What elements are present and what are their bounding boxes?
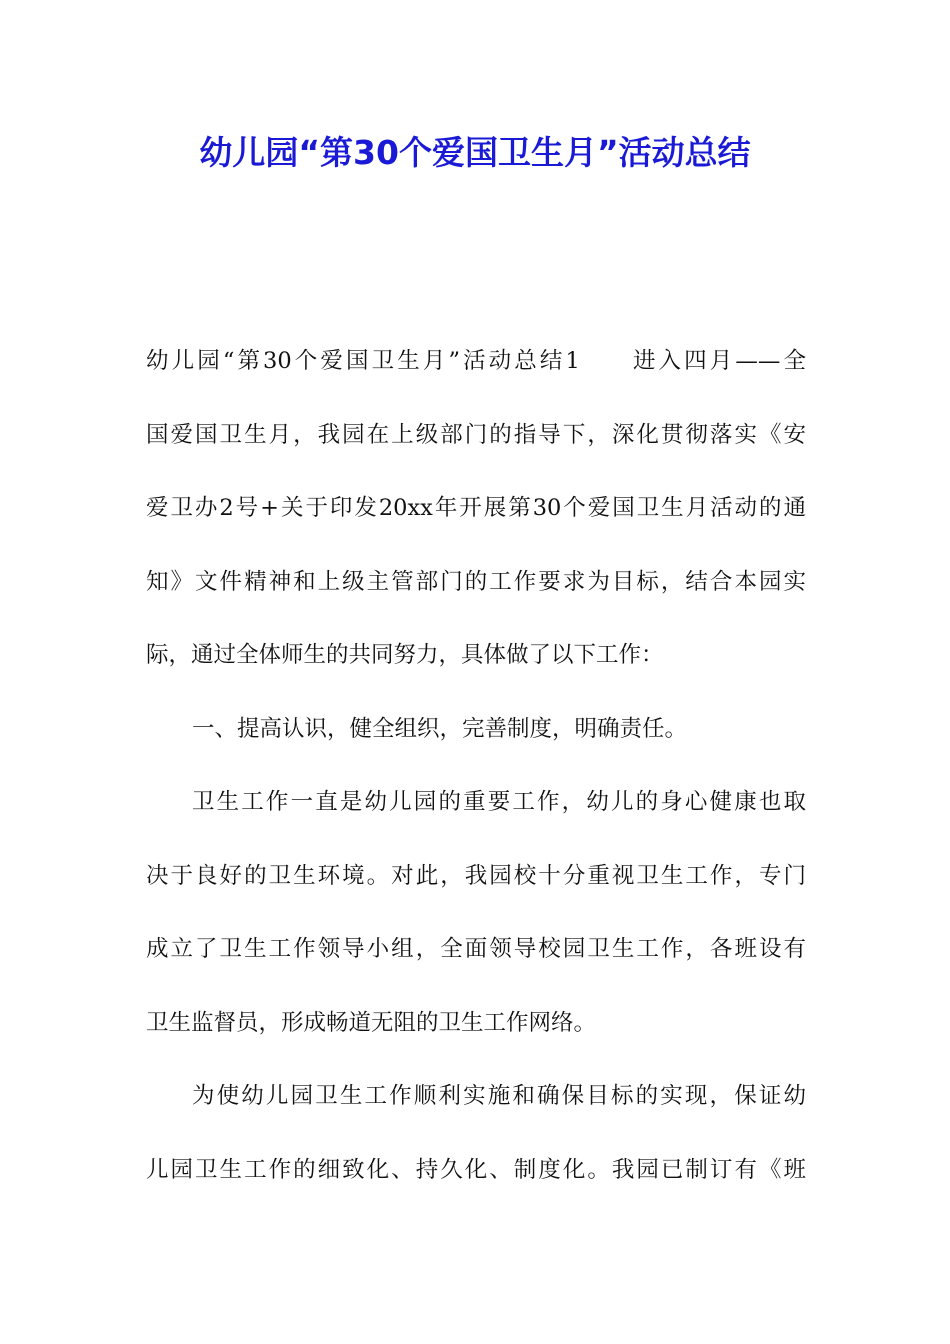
paragraph-line: 为使幼儿园卫生工作顺利实施和确保目标的实现，保证幼 [192,1083,806,1109]
document-body [146,338,806,1220]
paragraph-line: 际，通过全体师生的共同努力，具体做了以下工作： [146,642,664,668]
paragraph-text: 进入四月——全 [629,348,806,374]
paragraph-line: 成立了卫生工作领导小组，全面领导校园卫生工作，各班设有 [146,936,806,962]
paragraph-line: 卫生工作一直是幼儿园的重要工作，幼儿的身心健康也取 [192,789,806,815]
paragraph-line: 爱卫办2号+关于印发20xx年开展第30个爱国卫生月活动的通 [146,495,806,521]
paragraph-line: 卫生监督员，形成畅道无阻的卫生工作网络。 [146,1009,597,1036]
document-title: 幼儿园“第30个爱国卫生月”活动总结 [199,133,751,172]
section-heading: 一、提高认识，健全组织，完善制度，明确责任。 [192,715,688,742]
paragraph-line: 儿园卫生工作的细致化、持久化、制度化。我园已制订有《班 [146,1156,806,1183]
paragraph-line: 知》文件精神和上级主管部门的工作要求为目标，结合本园实 [146,568,806,595]
section-heading-inline: 幼儿园“第30个爱国卫生月”活动总结1 [146,348,580,374]
paragraph-line: 决于良好的卫生环境。对此，我园校十分重视卫生工作，专门 [146,862,806,889]
paragraph-line: 国爱国卫生月，我园在上级部门的指导下，深化贯彻落实《安 [146,421,806,448]
paragraph-line [146,338,806,412]
